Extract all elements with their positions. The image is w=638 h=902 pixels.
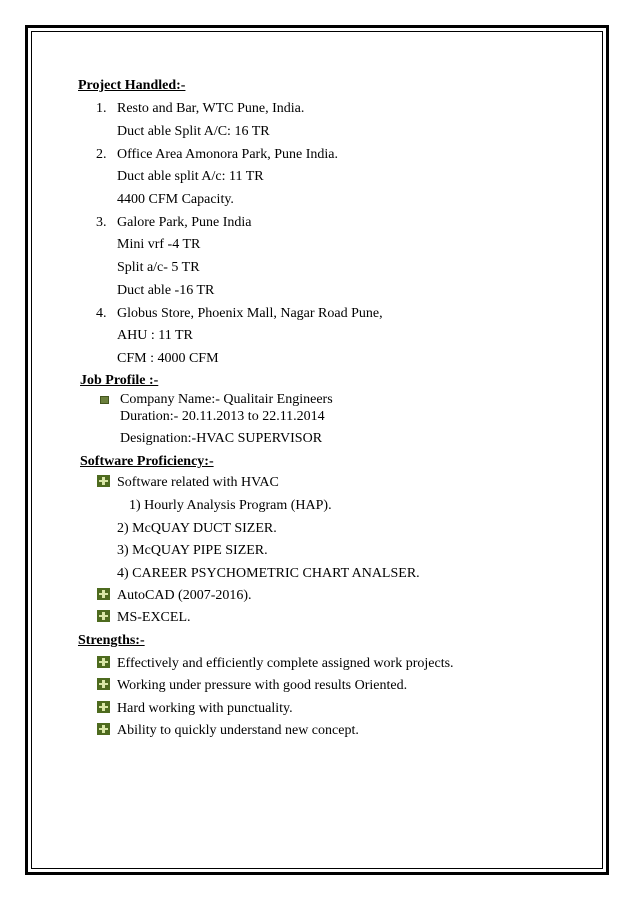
project-4-number: 4. [96,306,107,321]
project-1-detail: Duct able Split A/C: 16 TR [117,124,270,139]
software-item: 1) Hourly Analysis Program (HAP). [129,498,332,513]
project-2-detail: 4400 CFM Capacity. [117,192,234,207]
strength-item: Hard working with punctuality. [117,701,293,716]
star-bullet-icon [97,475,110,487]
software-item: 2) McQUAY DUCT SIZER. [117,521,277,536]
project-4-detail: CFM : 4000 CFM [117,351,219,366]
star-bullet-icon [97,588,110,600]
strengths-heading: Strengths:- [78,633,145,648]
star-bullet-icon [97,610,110,622]
software-item: MS-EXCEL. [117,610,191,625]
project-2-number: 2. [96,147,107,162]
designation: Designation:-HVAC SUPERVISOR [120,431,323,446]
strength-item: Ability to quickly understand new concept. [117,723,359,738]
project-3-title: Galore Park, Pune India [117,215,252,230]
project-2-detail: Duct able split A/c: 11 TR [117,169,264,184]
project-4-detail: AHU : 11 TR [117,328,193,343]
software-intro: Software related with HVAC [117,475,279,490]
star-bullet-icon [97,723,110,735]
project-1-number: 1. [96,101,107,116]
project-3-detail: Split a/c- 5 TR [117,260,200,275]
star-bullet-icon [97,701,110,713]
project-3-number: 3. [96,215,107,230]
software-item: 3) McQUAY PIPE SIZER. [117,543,268,558]
project-3-detail: Mini vrf -4 TR [117,237,201,252]
company-name: Company Name:- Qualitair Engineers [120,392,333,407]
project-1-title: Resto and Bar, WTC Pune, India. [117,101,305,116]
projects-heading: Project Handled:- [78,78,186,93]
project-3-detail: Duct able -16 TR [117,283,215,298]
software-item: 4) CAREER PSYCHOMETRIC CHART ANALSER. [117,566,420,581]
project-4-title: Globus Store, Phoenix Mall, Nagar Road Pune, [117,306,383,321]
duration: Duration:- 20.11.2013 to 22.11.2014 [120,409,325,424]
software-heading: Software Proficiency:- [80,454,214,469]
strength-item: Working under pressure with good results Oriented. [117,678,408,693]
star-bullet-icon [97,678,110,690]
job-profile-heading: Job Profile :- [80,373,159,388]
strength-item: Effectively and efficiently complete assigned work projects. [117,656,454,671]
star-bullet-icon [97,656,110,668]
software-item: AutoCAD (2007-2016). [117,588,252,603]
project-2-title: Office Area Amonora Park, Pune India. [117,147,338,162]
square-bullet-icon [100,396,109,404]
